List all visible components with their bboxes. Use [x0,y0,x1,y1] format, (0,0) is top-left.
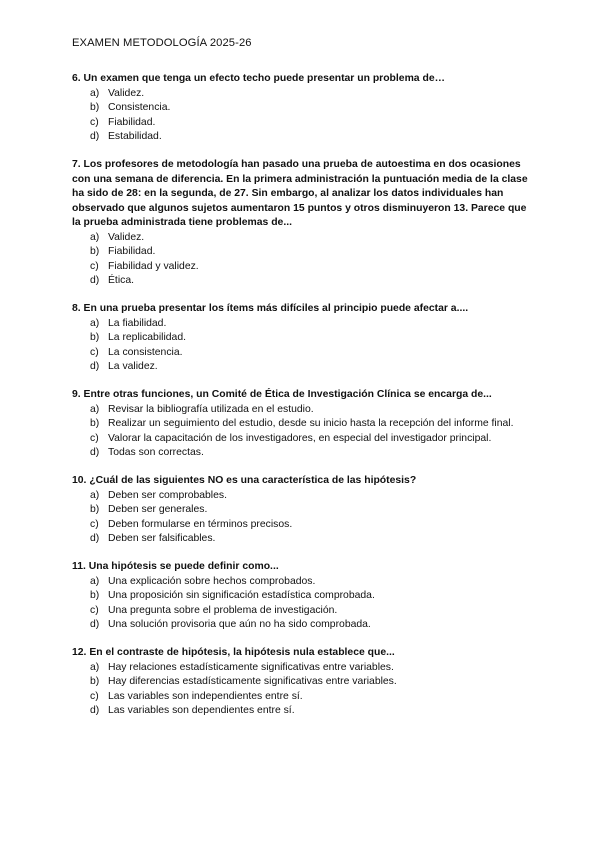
option-list [72,489,532,547]
option-c [72,690,532,705]
option-a [72,403,532,418]
option-b [72,589,532,604]
option-d [72,360,532,375]
question-text: 9. Entre otras funciones, un Comité de Ética de Investigación Clínica se encarga de... [72,389,492,400]
option-d [72,446,532,461]
option-letter: d) [90,533,100,544]
question-text: 12. En el contraste de hipótesis, la hipótesis nula establece que... [72,647,395,658]
option-text: Fiabilidad. [108,116,156,128]
option-d [72,704,532,719]
option-letter: a) [90,403,100,415]
option-a [72,87,532,102]
option-b [72,245,532,260]
option-letter: b) [90,332,100,343]
option-text: Revisar la bibliografía utilizada en el estudio. [108,403,314,415]
option-text: La replicabilidad. [108,332,186,343]
option-letter: a) [90,231,100,243]
option-letter: a) [90,317,100,329]
option-text: Deben ser falsificables. [108,533,216,544]
question-text: 8. En una prueba presentar los ítems más difíciles al principio puede afectar a.... [72,303,469,314]
option-text: Consistencia. [108,102,171,113]
document-header: EXAMEN METODOLOGÍA 2025-26 [72,37,252,49]
option-text: Hay relaciones estadísticamente significativas entre variables. [108,661,394,673]
question-10 [72,474,532,547]
option-letter: c) [90,346,99,358]
option-letter: d) [90,361,100,372]
option-letter: d) [90,705,100,716]
option-a [72,489,532,504]
option-text: La validez. [108,361,158,372]
option-text: Validez. [108,231,145,243]
option-list [72,403,532,461]
option-letter: d) [90,275,100,286]
question-text: 10. ¿Cuál de las siguientes NO es una característica de las hipótesis? [72,475,417,486]
option-letter: b) [90,676,100,687]
option-letter: c) [90,260,99,272]
option-text: Validez. [108,87,145,99]
option-text: Valorar la capacitación de los investigadores, en especial del investigador principal. [108,432,492,444]
option-letter: a) [90,489,100,501]
option-letter: d) [90,619,100,630]
option-letter: c) [90,518,99,530]
option-list [72,317,532,375]
option-c [72,116,532,131]
option-text: Estabilidad. [108,131,162,142]
option-d [72,618,532,633]
option-list [72,87,532,145]
option-letter: b) [90,590,100,601]
question-9 [72,388,532,461]
option-text: Ética. [108,275,134,286]
option-letter: b) [90,102,100,113]
question-6 [72,72,532,145]
option-c [72,346,532,361]
option-b [72,101,532,116]
option-text: Deben ser comprobables. [108,489,227,501]
option-d [72,130,532,145]
option-text: Deben formularse en términos precisos. [108,518,293,530]
option-text: Las variables son independientes entre sí. [108,690,303,702]
question-text: 7. Los profesores de metodología han pasado una prueba de autoestima en dos ocasiones con una semana de diferencia. En la primera administración la puntuación media de la clase ha sido de 28: en la segunda, de 27. Sin embargo, al analizar los datos individuales han observado que algunos sujetos aumentaron 15 puntos y otros disminuyeron 13. Parece que la prueba administrada tiene problemas de... [72,159,528,228]
option-letter: b) [90,418,100,429]
question-8 [72,302,532,375]
option-letter: c) [90,432,99,444]
option-text: Hay diferencias estadísticamente significativas entre variables. [108,676,397,687]
option-b [72,675,532,690]
option-c [72,260,532,275]
option-a [72,661,532,676]
option-list [72,575,532,633]
option-list [72,231,532,289]
question-text: 11. Una hipótesis se puede definir como... [72,561,279,572]
option-a [72,575,532,590]
option-letter: d) [90,447,100,458]
option-text: Las variables son dependientes entre sí. [108,705,295,716]
option-letter: c) [90,690,99,702]
option-letter: b) [90,504,100,515]
option-text: Fiabilidad y validez. [108,260,199,272]
option-text: Todas son correctas. [108,447,204,458]
option-letter: d) [90,131,100,142]
option-letter: c) [90,604,99,616]
option-b [72,331,532,346]
option-list [72,661,532,719]
option-letter: a) [90,575,100,587]
question-text: 6. Un examen que tenga un efecto techo puede presentar un problema de… [72,73,445,84]
question-7 [72,158,532,289]
question-list [72,72,532,732]
option-a [72,317,532,332]
option-text: La consistencia. [108,346,183,358]
option-text: Fiabilidad. [108,246,156,257]
option-letter: a) [90,87,100,99]
option-b [72,417,532,432]
option-text: Realizar un seguimiento del estudio, desde su inicio hasta la recepción del informe final. [108,418,514,429]
option-text: La fiabilidad. [108,317,167,329]
option-a [72,231,532,246]
option-d [72,274,532,289]
question-12 [72,646,532,719]
option-c [72,604,532,619]
option-text: Una pregunta sobre el problema de investigación. [108,604,338,616]
option-b [72,503,532,518]
option-text: Una solución provisoria que aún no ha sido comprobada. [108,619,371,630]
option-c [72,432,532,447]
option-text: Deben ser generales. [108,504,208,515]
option-text: Una explicación sobre hechos comprobados. [108,575,316,587]
option-d [72,532,532,547]
option-letter: b) [90,246,100,257]
option-letter: c) [90,116,99,128]
option-letter: a) [90,661,100,673]
option-c [72,518,532,533]
option-text: Una proposición sin significación estadística comprobada. [108,590,375,601]
question-11 [72,560,532,633]
